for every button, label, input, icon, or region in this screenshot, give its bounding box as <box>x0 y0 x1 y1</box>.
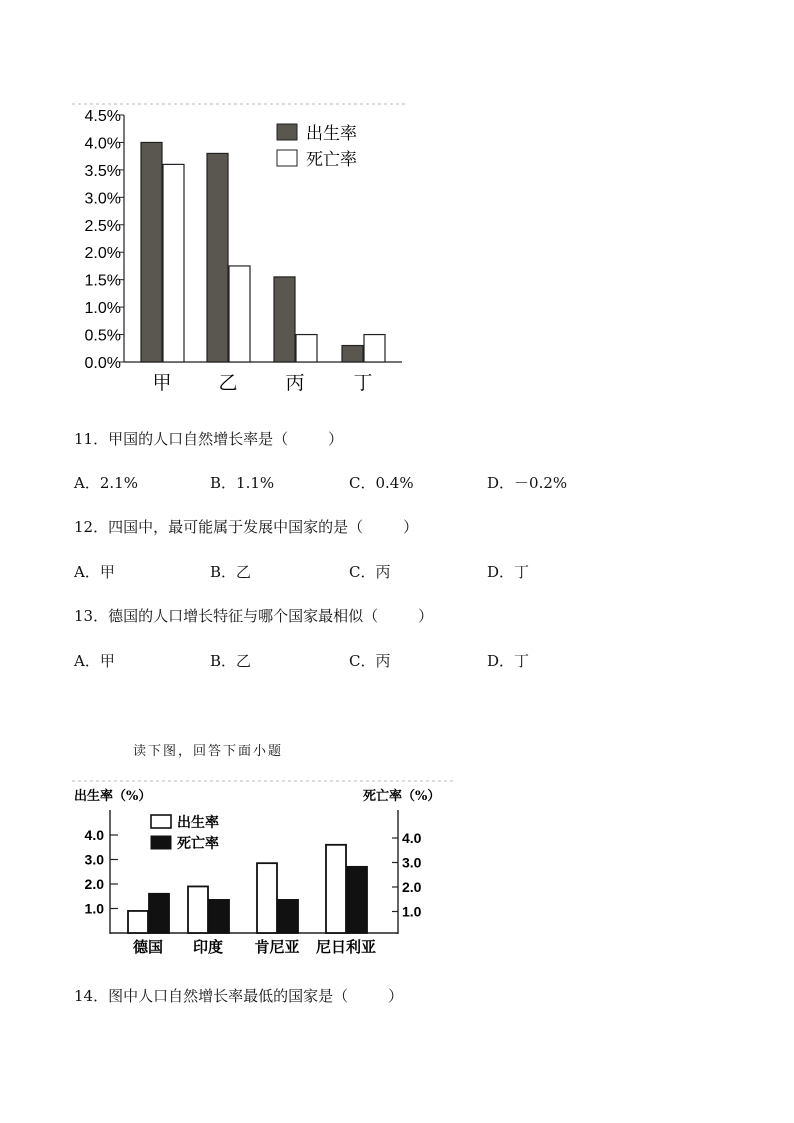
question-12-close: ） <box>403 518 419 536</box>
chart2-bar-death-3 <box>347 867 367 933</box>
chart2-x-label: 肯尼亚 <box>254 938 300 956</box>
question-12-stem: 12．四国中，最可能属于发展中国家的是（ <box>74 518 364 536</box>
q11-option-a[interactable]: A．2.1% <box>74 474 138 492</box>
legend2-birth-swatch <box>151 815 171 828</box>
chart2-right-tick-label: 4.0 <box>402 830 422 846</box>
chart1-bar-birth-3 <box>342 346 363 362</box>
chart2-left-tick-label: 2.0 <box>84 876 104 892</box>
chart1-y-tick-label: 1.5% <box>84 272 121 290</box>
q13-option-a[interactable]: A．甲 <box>74 652 115 670</box>
chart1-birth-death-rates <box>72 104 406 394</box>
chart1-y-tick-label: 2.5% <box>84 217 121 235</box>
q11-option-d[interactable]: D．－0.2% <box>487 474 568 492</box>
chart1-y-tick-label: 0.0% <box>84 355 121 372</box>
chart2-left-tick-label: 3.0 <box>84 851 104 868</box>
q12-option-d[interactable]: D．丁 <box>487 563 530 581</box>
chart1-bar-birth-0 <box>141 142 162 362</box>
question-12-options <box>74 561 714 583</box>
chart2-right-tick-label: 1.0 <box>402 903 422 920</box>
q11-option-c[interactable]: C．0.4% <box>349 474 414 492</box>
question-14-close: ） <box>388 987 404 1005</box>
q12-option-c[interactable]: C．丙 <box>349 563 391 581</box>
chart2-right-tick-label: 2.0 <box>402 879 422 895</box>
chart2-bar-death-0 <box>149 894 169 933</box>
chart1-y-tick-label: 1.0% <box>84 300 121 318</box>
chart2-bar-birth-2 <box>257 863 277 933</box>
chart1-x-label: 乙 <box>218 372 238 394</box>
q13-option-c[interactable]: C．丙 <box>349 652 391 670</box>
chart1-bar-death-3 <box>364 335 385 362</box>
legend-death-swatch <box>277 150 297 166</box>
q12-option-a[interactable]: A．甲 <box>74 563 115 581</box>
chart1-y-tick-label: 3.0% <box>84 190 121 208</box>
chart2-legend <box>151 814 219 852</box>
legend-death-label: 死亡率 <box>306 150 357 170</box>
question-11-stem: 11．甲国的人口自然增长率是（ <box>74 430 289 448</box>
question-11 <box>74 428 343 449</box>
question-13-stem: 13．德国的人口增长特征与哪个国家最相似（ <box>74 607 379 625</box>
chart1-bar-birth-1 <box>207 153 228 362</box>
question-12 <box>74 516 418 537</box>
question-13-options <box>74 650 714 672</box>
chart1-y-tick-label: 4.5% <box>84 108 121 125</box>
q13-option-b[interactable]: B．乙 <box>210 652 252 670</box>
chart2-x-label: 尼日利亚 <box>315 938 377 956</box>
chart1-legend <box>277 124 357 170</box>
legend-birth-swatch <box>277 124 297 140</box>
legend2-death-swatch <box>151 836 171 849</box>
chart1-y-tick-label: 3.5% <box>84 162 121 180</box>
question-14 <box>74 985 403 1006</box>
legend-birth-label: 出生率 <box>306 124 357 144</box>
chart2-left-tick-label: 1.0 <box>84 900 104 917</box>
chart1-y-tick-label: 0.5% <box>84 327 121 345</box>
chart1-x-label: 丁 <box>353 372 373 394</box>
chart2-left-axis-label: 出生率（%） <box>74 789 152 804</box>
question-11-options <box>74 472 714 494</box>
chart2-right-tick-label: 3.0 <box>402 854 422 871</box>
chart1-x-label: 丙 <box>285 372 305 394</box>
chart1-bar-death-1 <box>229 266 250 362</box>
chart2-x-label: 德国 <box>132 938 164 956</box>
legend2-birth-label: 出生率 <box>177 815 219 831</box>
chart2-bar-death-2 <box>278 900 298 933</box>
chart2-country-rates <box>72 781 455 956</box>
chart1-y-tick-label: 2.0% <box>84 245 121 263</box>
chart1-bar-death-0 <box>163 164 184 362</box>
chart2-bar-death-1 <box>209 900 229 933</box>
chart1-y-tick-label: 4.0% <box>84 135 121 153</box>
question-11-close: ） <box>328 430 344 448</box>
q13-option-d[interactable]: D．丁 <box>487 652 530 670</box>
q12-option-b[interactable]: B．乙 <box>210 563 252 581</box>
chart2-x-label: 印度 <box>192 938 224 956</box>
question-13-close: ） <box>418 607 434 625</box>
question-13 <box>74 605 433 626</box>
chart2-bar-birth-3 <box>326 845 346 933</box>
question-14-stem: 14．图中人口自然增长率最低的国家是（ <box>74 987 349 1005</box>
chart2-right-axis-label: 死亡率（%） <box>363 789 441 804</box>
chart2-left-tick-label: 4.0 <box>84 827 104 843</box>
chart2-intro: 读下图，回答下面小题 <box>133 744 284 759</box>
chart1-bar-birth-2 <box>274 277 295 362</box>
q11-option-b[interactable]: B．1.1% <box>210 474 275 492</box>
chart2-bar-birth-1 <box>188 886 208 933</box>
chart1-x-label: 甲 <box>152 372 172 394</box>
chart2-bar-birth-0 <box>128 911 148 933</box>
chart1-bar-death-2 <box>296 335 317 362</box>
legend2-death-label: 死亡率 <box>177 836 219 852</box>
